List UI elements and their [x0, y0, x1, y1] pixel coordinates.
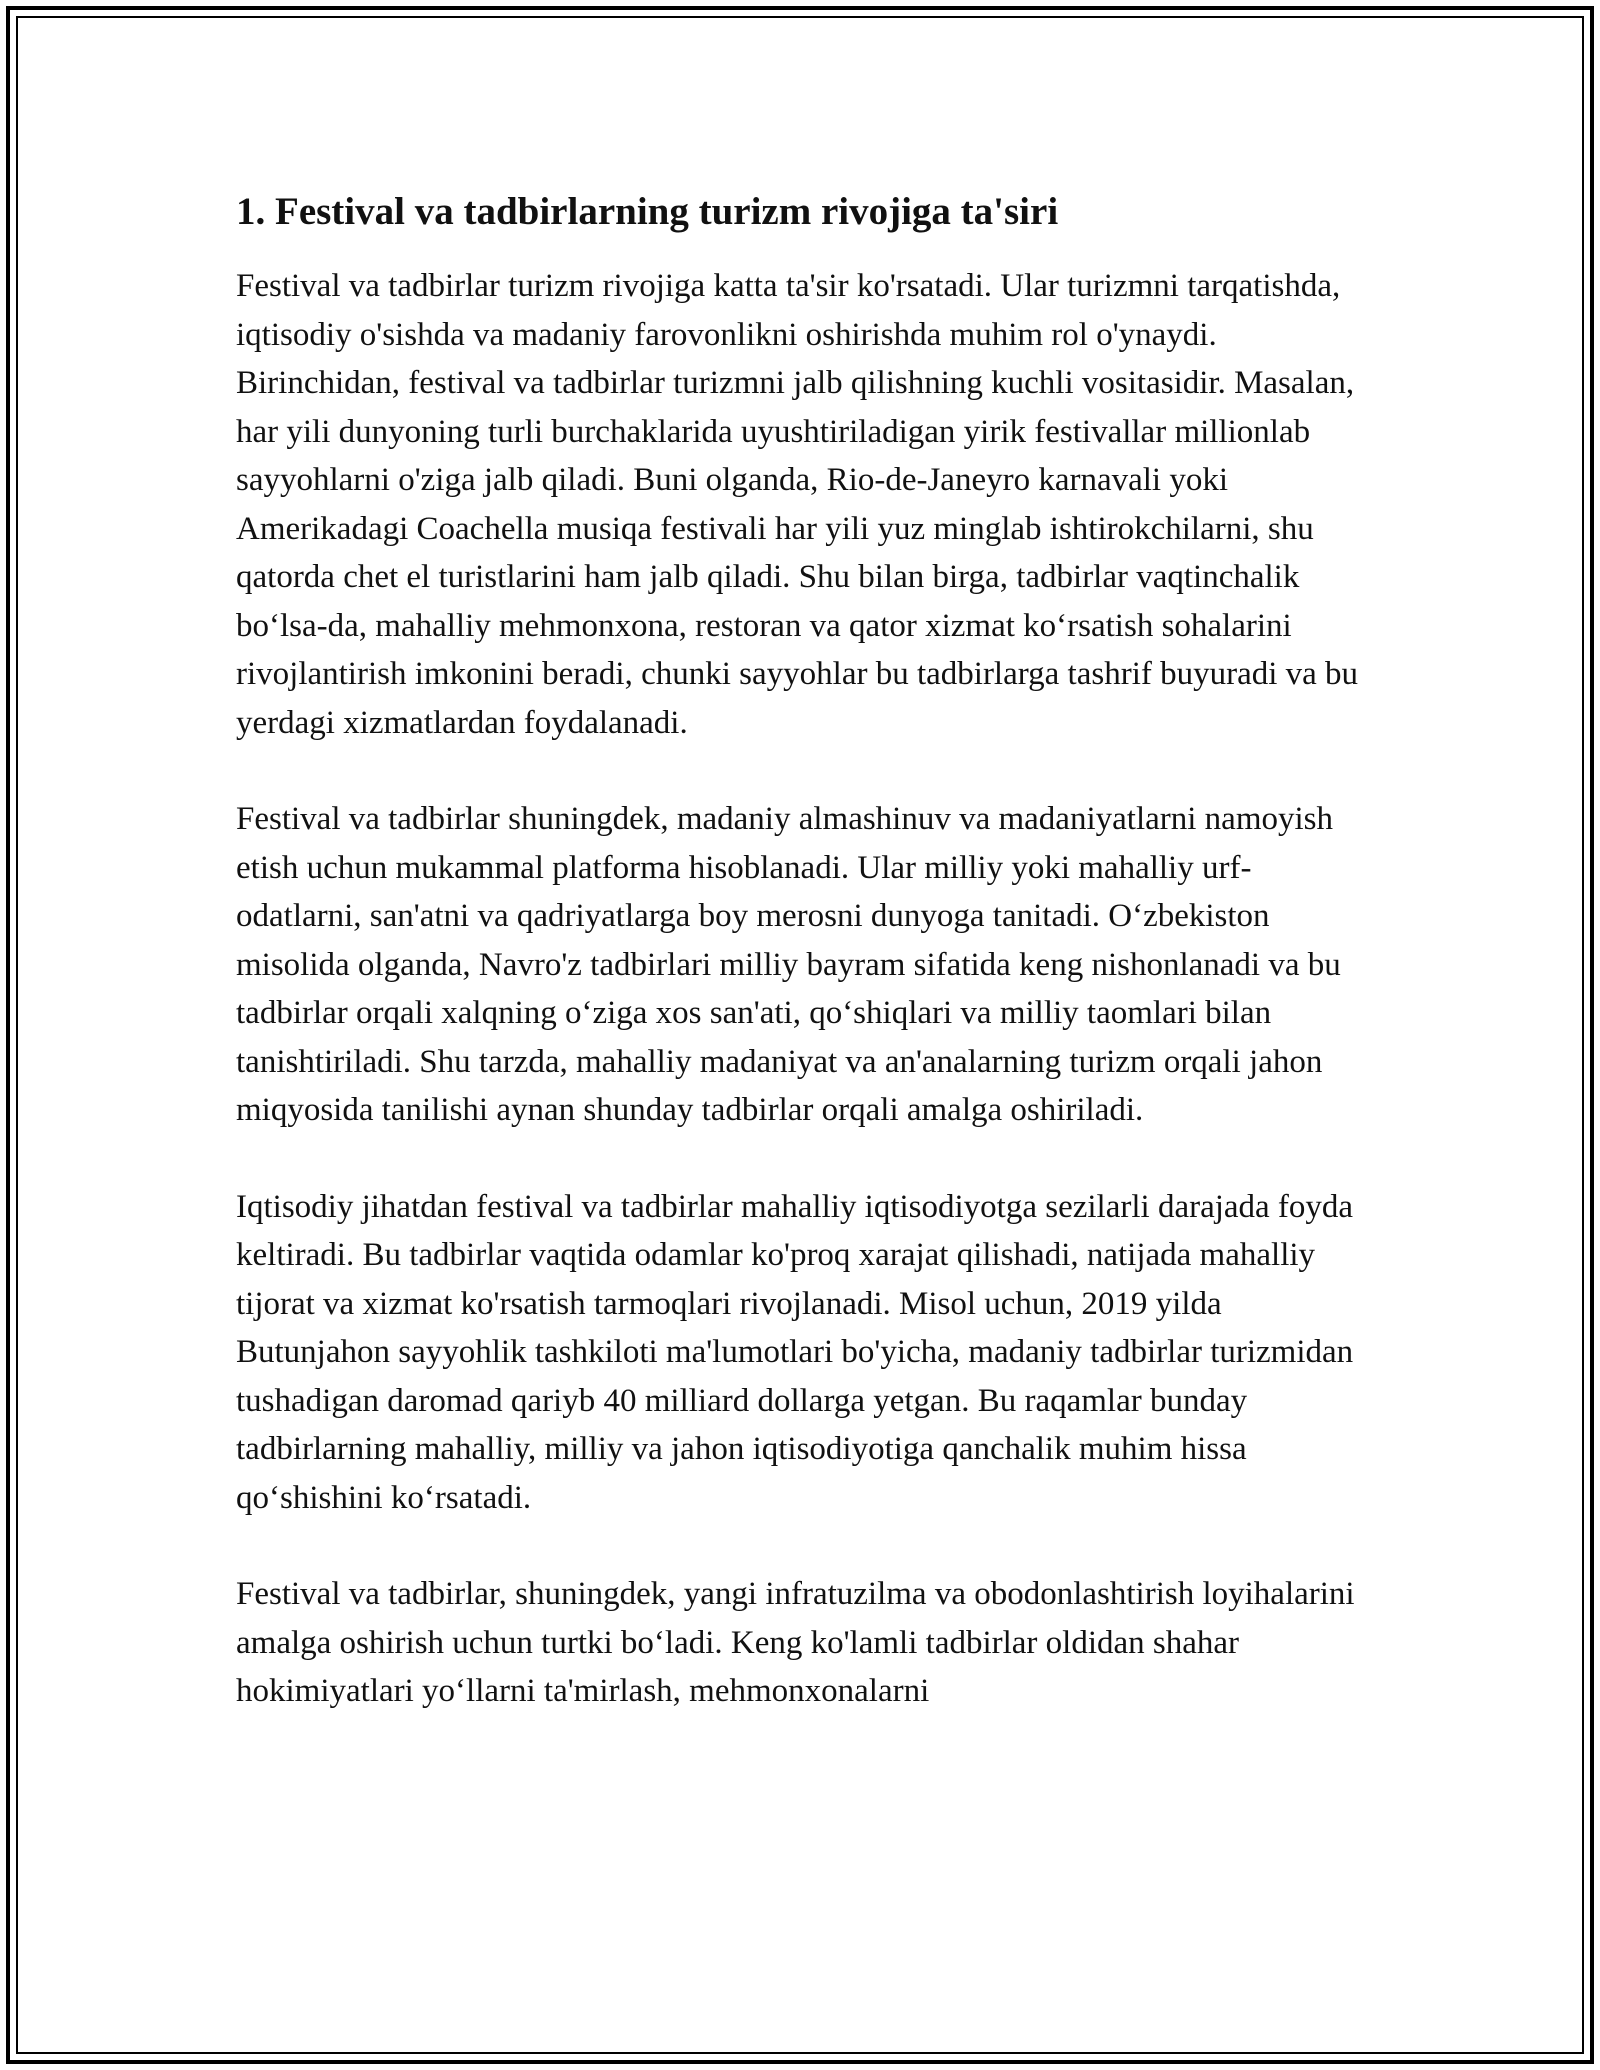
paragraph-2: Festival va tadbirlar shuningdek, madaniy almashinuv va madaniyatlarni namoyish etish uchun mukammal platforma hisoblanadi. Ular milliy yoki mahalliy urf-odatlarni, san'atni va qadriyatlarga boy merosni dunyoga tanitadi. O‘zbekiston misolida olganda, Navro'z tadbirlari milliy bayram sifatida keng nishonlanadi va bu tadbirlar orqali xalqning o‘ziga xos san'ati, qo‘shiqlari va milliy taomlari bilan tanishtiriladi. Shu tarzda, mahalliy madaniyat va an'analarning turizm orqali jahon miqyosida tanilishi aynan shunday tadbirlar orqali amalga oshiriladi. [236, 801, 1341, 1128]
paragraph-1: Festival va tadbirlar turizm rivojiga katta ta'sir ko'rsatadi. Ular turizmni tarqatishda, iqtisodiy o'sishda va madaniy farovonlikni oshirishda muhim rol o'ynaydi. Birinchidan, festival va tadbirlar turizmni jalb qilishning kuchli vositasidir. Masalan, har yili dunyoning turli burchaklarida uyushtiriladigan yirik festivallar millionlab sayyohlarni o'ziga jalb qiladi. Buni olganda, Rio-de-Janeyro karnavali yoki Amerikadagi Coachella musiqa festivali har yili yuz minglab ishtirokchilarni, shu qatorda chet el turistlarini ham jalb qiladi. Shu bilan birga, tadbirlar vaqtinchalik bo‘lsa-da, mahalliy mehmonxona, restoran va qator xizmat ko‘rsatish sohalarini rivojlantirish imkonini beradi, chunki sayyohlar bu tadbirlarga tashrif buyuradi va bu yerdagi xizmatlardan foydalanadi. [236, 268, 1359, 741]
paragraph-4: Festival va tadbirlar, shuningdek, yangi infratuzilma va obodonlashtirish loyihalarini amalga oshirish uchun turtki bo‘ladi. Keng ko'lamli tadbirlar oldidan shahar hokimiyatlari yo‘llarni ta'mirlash, mehmonxonalarni [236, 1576, 1355, 1709]
section-heading: 1. Festival va tadbirlarning turizm rivojiga ta'siri [236, 190, 1059, 233]
document-body [236, 186, 1366, 1764]
paragraph-3: Iqtisodiy jihatdan festival va tadbirlar mahalliy iqtisodiyotga sezilarli darajada foyda keltiradi. Bu tadbirlar vaqtida odamlar ko'proq xarajat qilishadi, natijada mahalliy tijorat va xizmat ko'rsatish tarmoqlari rivojlanadi. Misol uchun, 2019 yilda Butunjahon sayyohlik tashkiloti ma'lumotlari bo'yicha, madaniy tadbirlar turizmidan tushadigan daromad qariyb 40 milliard dollarga yetgan. Bu raqamlar bunday tadbirlarning mahalliy, milliy va jahon iqtisodiyotiga qanchalik muhim hissa qo‘shishini ko‘rsatadi. [236, 1188, 1354, 1516]
